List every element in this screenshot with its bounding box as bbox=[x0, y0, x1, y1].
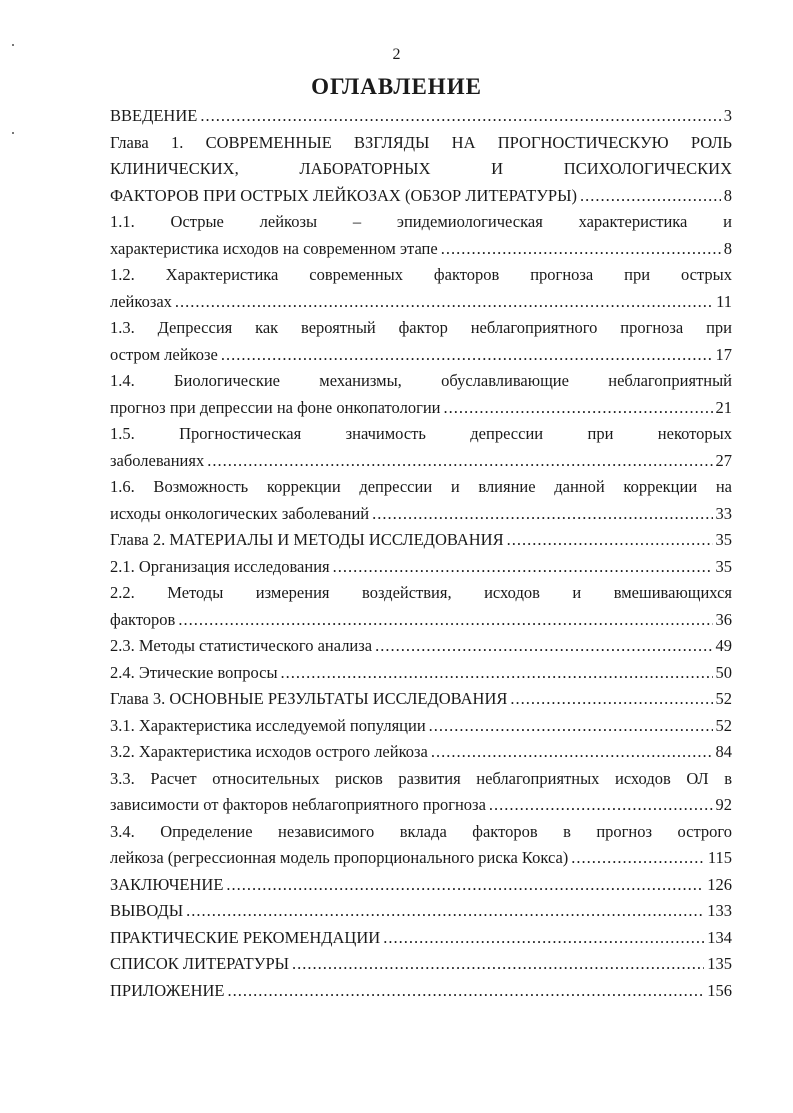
toc-entry-title-line: ФАКТОРОВ ПРИ ОСТРЫХ ЛЕЙКОЗАХ (ОБЗОР ЛИТЕРАТУРЫ) bbox=[110, 185, 577, 205]
toc-page-number: 11 bbox=[716, 291, 732, 311]
toc-entry-last-line bbox=[110, 978, 732, 1005]
toc-page-number: 84 bbox=[715, 742, 732, 761]
toc-entry[interactable] bbox=[110, 819, 732, 872]
dot-leader bbox=[372, 501, 712, 528]
toc-entry[interactable] bbox=[110, 368, 732, 421]
toc-entry-last-line bbox=[110, 289, 732, 316]
toc-entry-title-line: 1.3. Депрессия как вероятный фактор неблагоприятного прогноза при bbox=[110, 318, 732, 337]
dot-leader bbox=[333, 554, 713, 581]
toc-page-number: 33 bbox=[715, 503, 732, 523]
toc-entry-title-line: остром лейкозе bbox=[110, 344, 218, 364]
toc-entry-last-line bbox=[110, 448, 732, 475]
toc-entry-title-line: ВВЕДЕНИЕ bbox=[110, 106, 198, 125]
toc-entry-title-line: 2.4. Этические вопросы bbox=[110, 662, 278, 682]
dot-leader bbox=[383, 925, 704, 952]
toc-entry[interactable] bbox=[110, 130, 732, 210]
toc-entry-title-line: СПИСОК ЛИТЕРАТУРЫ bbox=[110, 954, 290, 973]
toc-entry-last-line bbox=[110, 925, 732, 952]
toc-page-number: 156 bbox=[707, 980, 732, 1000]
toc-page-number: 134 bbox=[707, 927, 732, 947]
toc-entry-title-line: 1.1. Острые лейкозы – эпидемиологическая характеристика и bbox=[110, 212, 732, 231]
toc-entry-title-line: 1.4. Биологические механизмы, обуславливающие неблагоприятный bbox=[110, 371, 732, 390]
toc-page-number: 52 bbox=[715, 689, 732, 708]
toc-entry-last-line bbox=[110, 103, 732, 130]
toc-entry-title-line: лейкоза (регрессионная модель пропорционального риска Кокса) bbox=[110, 848, 569, 867]
toc-entry-title-line: 3.4. Определение независимого вклада факторов в прогноз острого bbox=[110, 821, 732, 841]
toc-page-number: 52 bbox=[715, 715, 732, 735]
dot-leader bbox=[178, 607, 712, 634]
dot-leader bbox=[444, 395, 713, 422]
toc-entry[interactable] bbox=[110, 739, 732, 766]
toc-entry-title-line: 3.2. Характеристика исходов острого лейкоза bbox=[110, 742, 428, 761]
dot-leader bbox=[227, 978, 704, 1005]
page-number: 2 bbox=[392, 46, 401, 63]
toc-entry-last-line bbox=[110, 872, 732, 899]
dot-leader bbox=[186, 898, 704, 925]
toc-entry-title-line: ЗАКЛЮЧЕНИЕ bbox=[110, 874, 224, 894]
toc-page-number: 126 bbox=[707, 874, 732, 894]
toc-entry-title-line: ВЫВОДЫ bbox=[110, 901, 184, 920]
toc-entry-last-line bbox=[110, 527, 732, 554]
toc-page-number: 21 bbox=[715, 397, 732, 417]
toc-page-number: 27 bbox=[715, 450, 732, 470]
toc-page-number: 3 bbox=[723, 106, 732, 125]
toc-entry-last-line bbox=[110, 607, 732, 634]
toc-page-number: 36 bbox=[715, 609, 732, 629]
toc-entry[interactable] bbox=[110, 872, 732, 899]
toc-entry-last-line bbox=[110, 395, 732, 422]
toc-page-number: 133 bbox=[707, 901, 732, 920]
toc-entry[interactable] bbox=[110, 925, 732, 952]
dot-leader bbox=[226, 872, 704, 899]
toc-entry-title-line: 1.6. Возможность коррекции депрессии и влияние данной коррекции на bbox=[110, 477, 732, 496]
dot-leader bbox=[429, 713, 713, 740]
toc-page-number: 8 bbox=[723, 238, 732, 258]
toc-entry-last-line bbox=[110, 183, 732, 210]
toc-entry-title-line: факторов bbox=[110, 609, 176, 629]
toc-entry[interactable] bbox=[110, 951, 732, 978]
dot-leader bbox=[507, 527, 713, 554]
toc-entry-last-line bbox=[110, 501, 732, 528]
dot-leader bbox=[431, 739, 713, 766]
toc-entry-title-line: 1.2. Характеристика современных факторов прогноза при острых bbox=[110, 265, 732, 284]
page-title: ОГЛАВЛЕНИЕ bbox=[311, 74, 482, 99]
toc-entry-title-line: 1.5. Прогностическая значимость депрессии при некоторых bbox=[110, 424, 732, 443]
toc-entry-last-line bbox=[110, 739, 732, 766]
toc-entry-title-line: 3.1. Характеристика исследуемой популяции bbox=[110, 715, 426, 735]
dot-leader bbox=[510, 686, 712, 713]
toc-entry[interactable] bbox=[110, 766, 732, 819]
toc-entry[interactable] bbox=[110, 262, 732, 315]
toc-entry-title-line: Глава 3. ОСНОВНЫЕ РЕЗУЛЬТАТЫ ИССЛЕДОВАНИЯ bbox=[110, 689, 508, 708]
toc-page-number: 135 bbox=[707, 954, 732, 973]
toc-entry[interactable] bbox=[110, 554, 732, 581]
scan-mark bbox=[12, 132, 14, 134]
toc-entry[interactable] bbox=[110, 686, 732, 713]
toc-entry[interactable] bbox=[110, 103, 732, 130]
toc-page-number: 49 bbox=[715, 636, 732, 655]
toc-entry[interactable] bbox=[110, 580, 732, 633]
toc-page-number: 92 bbox=[715, 795, 732, 814]
toc-entry-last-line bbox=[110, 660, 732, 687]
dot-leader bbox=[571, 845, 705, 872]
dot-leader bbox=[281, 660, 713, 687]
toc-entry[interactable] bbox=[110, 898, 732, 925]
toc-entry-title-line: Глава 2. МАТЕРИАЛЫ И МЕТОДЫ ИССЛЕДОВАНИЯ bbox=[110, 530, 504, 549]
dot-leader bbox=[580, 183, 721, 210]
dot-leader bbox=[175, 289, 713, 316]
toc-entry-title-line: 2.2. Методы измерения воздействия, исходов и вмешивающихся bbox=[110, 583, 732, 602]
toc-entry-title-line: Глава 1. СОВРЕМЕННЫЕ ВЗГЛЯДЫ НА ПРОГНОСТИЧЕСКУЮ РОЛЬ bbox=[110, 132, 732, 152]
toc-entry-title-line: характеристика исходов на современном этапе bbox=[110, 238, 438, 258]
toc-entry[interactable] bbox=[110, 474, 732, 527]
toc-entry-title-line: прогноз при депрессии на фоне онкопатологии bbox=[110, 397, 441, 417]
toc-page-number: 50 bbox=[715, 662, 732, 682]
toc-entry-last-line bbox=[110, 792, 732, 819]
toc-entry-title-line: исходы онкологических заболеваний bbox=[110, 503, 370, 523]
dot-leader bbox=[200, 103, 720, 130]
toc-entry-title-line: ПРАКТИЧЕСКИЕ РЕКОМЕНДАЦИИ bbox=[110, 927, 381, 947]
toc-entry-title-line: ПРИЛОЖЕНИЕ bbox=[110, 980, 225, 1000]
toc-entry-title-line: 2.1. Организация исследования bbox=[110, 556, 330, 576]
toc-entry-last-line bbox=[110, 845, 732, 872]
toc-entry[interactable] bbox=[110, 660, 732, 687]
toc-entry-last-line bbox=[110, 342, 732, 369]
dot-leader bbox=[375, 633, 712, 660]
toc-entry-title-line: 3.3. Расчет относительных рисков развития неблагоприятных исходов ОЛ в bbox=[110, 768, 732, 788]
toc-page-number: 8 bbox=[723, 185, 732, 205]
toc-entry[interactable] bbox=[110, 421, 732, 474]
toc-entry-last-line bbox=[110, 236, 732, 263]
toc-page-number: 35 bbox=[715, 556, 732, 576]
toc-entry[interactable] bbox=[110, 527, 732, 554]
toc-entry-title-line: зависимости от факторов неблагоприятного прогноза bbox=[110, 795, 486, 814]
toc-entry[interactable] bbox=[110, 315, 732, 368]
toc-entry-last-line bbox=[110, 686, 732, 713]
toc-entry[interactable] bbox=[110, 209, 732, 262]
toc-entry-title-line: КЛИНИЧЕСКИХ, ЛАБОРАТОРНЫХ И ПСИХОЛОГИЧЕСКИХ bbox=[110, 159, 732, 178]
toc-page-number: 115 bbox=[707, 848, 732, 867]
toc-entry-title-line: лейкозах bbox=[110, 291, 172, 311]
toc-entry-last-line bbox=[110, 713, 732, 740]
toc-entry[interactable] bbox=[110, 713, 732, 740]
toc-entry-title-line: заболеваниях bbox=[110, 450, 205, 470]
toc-entry-last-line bbox=[110, 898, 732, 925]
toc-entry-last-line bbox=[110, 554, 732, 581]
toc-page-number: 35 bbox=[715, 530, 732, 549]
toc-entry-last-line bbox=[110, 951, 732, 978]
toc-page-number: 17 bbox=[715, 344, 732, 364]
dot-leader bbox=[221, 342, 713, 369]
dot-leader bbox=[207, 448, 712, 475]
toc-entry-title-line: 2.3. Методы статистического анализа bbox=[110, 636, 373, 655]
toc-entry[interactable] bbox=[110, 978, 732, 1005]
dot-leader bbox=[292, 951, 704, 978]
dot-leader bbox=[441, 236, 721, 263]
dot-leader bbox=[489, 792, 713, 819]
toc-entry[interactable] bbox=[110, 633, 732, 660]
toc-entry-last-line bbox=[110, 633, 732, 660]
